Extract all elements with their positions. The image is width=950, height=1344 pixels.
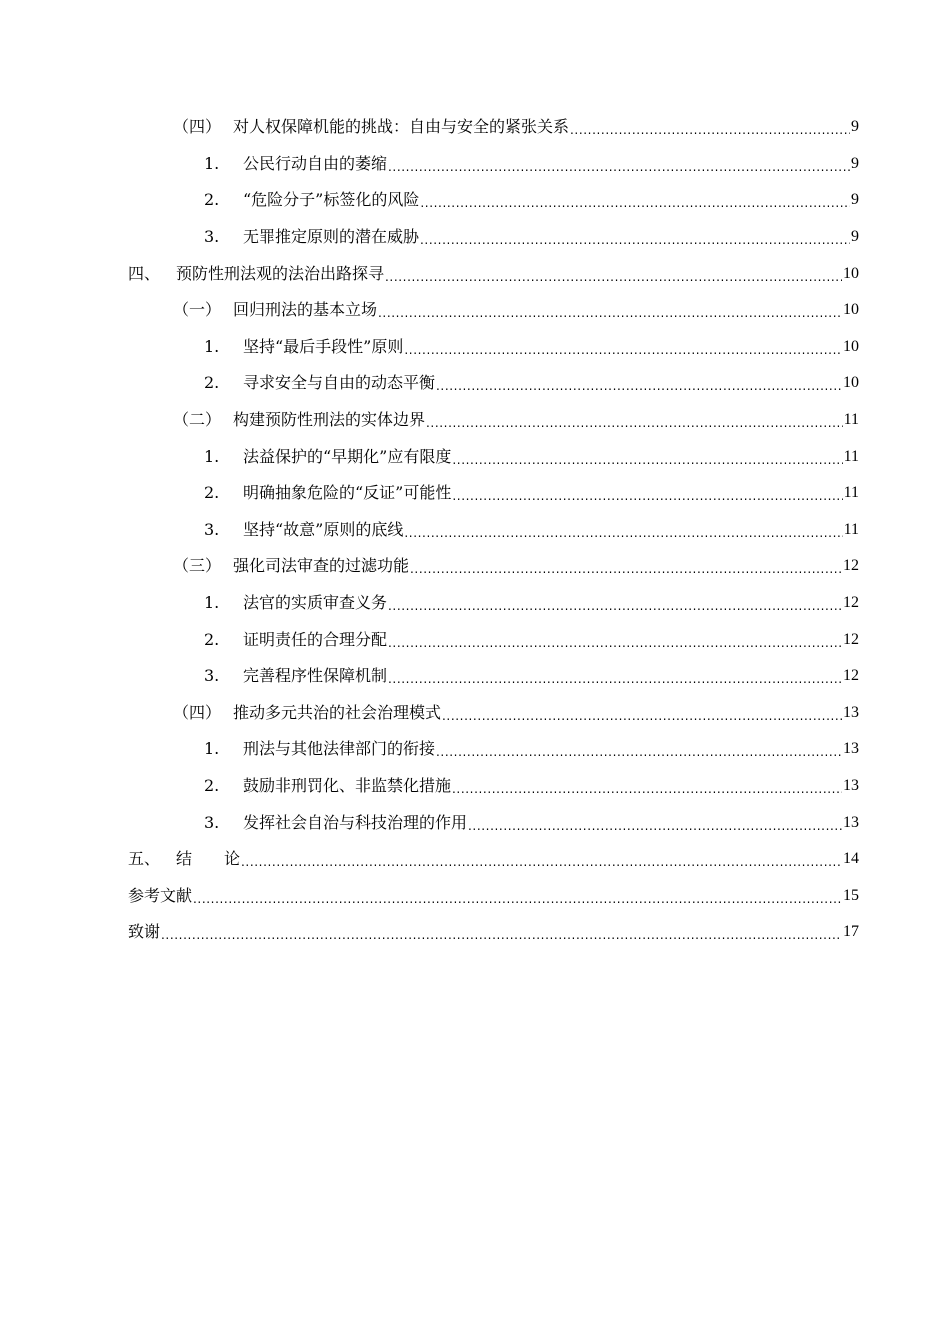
toc-entry-title: 鼓励非刑罚化、非监禁化措施 xyxy=(243,775,452,795)
toc-entry-title: 对人权保障机能的挑战：自由与安全的紧张关系 xyxy=(233,117,570,137)
toc-entry[interactable] xyxy=(0,182,950,219)
toc-leader-dots xyxy=(378,303,842,323)
toc-entry[interactable] xyxy=(0,475,950,512)
toc-entry-line xyxy=(173,402,859,439)
toc-entry-title: 坚持“故意”原则的底线 xyxy=(243,519,404,539)
toc-entry-number: 2. xyxy=(204,190,220,210)
toc-leader-dots xyxy=(436,742,842,762)
toc-page-number: 10 xyxy=(843,301,859,319)
toc-entry-line xyxy=(204,438,859,475)
toc-page-number: 11 xyxy=(843,484,859,502)
toc-entry-title: 法官的实质审查义务 xyxy=(243,593,388,613)
toc-entry[interactable] xyxy=(0,292,950,329)
toc-entry-number: 3. xyxy=(204,519,220,539)
toc-leader-dots xyxy=(468,816,842,836)
toc-entry[interactable] xyxy=(0,146,950,183)
toc-entry-line xyxy=(204,475,859,512)
toc-entry-number: 2. xyxy=(204,775,220,795)
toc-page-number: 13 xyxy=(843,703,859,721)
toc-entry-line xyxy=(204,768,859,805)
toc-page-number: 12 xyxy=(843,557,859,575)
toc-leader-dots xyxy=(404,340,842,360)
toc-entry-line xyxy=(204,621,859,658)
toc-leader-dots xyxy=(161,925,842,945)
toc-page-number: 11 xyxy=(843,520,859,538)
toc-entry[interactable] xyxy=(0,109,950,146)
toc-page-number: 14 xyxy=(843,850,859,868)
table-of-contents xyxy=(0,109,950,951)
toc-entry-number: （四） xyxy=(173,702,222,722)
toc-page-number: 10 xyxy=(843,337,859,355)
toc-entry-line xyxy=(204,365,859,402)
toc-page-number: 13 xyxy=(843,813,859,831)
toc-leader-dots xyxy=(385,267,842,287)
toc-entry-number: 1. xyxy=(204,739,220,759)
toc-entry-number: 3. xyxy=(204,227,220,247)
toc-entry[interactable] xyxy=(0,768,950,805)
toc-entry[interactable] xyxy=(0,804,950,841)
toc-entry[interactable] xyxy=(0,695,950,732)
toc-entry-line xyxy=(204,585,859,622)
toc-leader-dots xyxy=(452,486,842,506)
toc-entry-line xyxy=(204,731,859,768)
toc-page-number: 9 xyxy=(851,191,859,209)
toc-entry[interactable] xyxy=(0,255,950,292)
toc-entry[interactable] xyxy=(0,512,950,549)
toc-entry-title: 证明责任的合理分配 xyxy=(243,629,388,649)
toc-page-number: 15 xyxy=(843,886,859,904)
toc-entry[interactable] xyxy=(0,438,950,475)
toc-entry-title: 公民行动自由的萎缩 xyxy=(243,153,388,173)
toc-entry-line xyxy=(128,841,859,878)
toc-entry-number: 五、 xyxy=(128,849,161,869)
toc-entry[interactable] xyxy=(0,548,950,585)
toc-entry-title: 推动多元共治的社会治理模式 xyxy=(233,702,442,722)
toc-entry[interactable] xyxy=(0,731,950,768)
toc-entry-title: 发挥社会自治与科技治理的作用 xyxy=(243,812,468,832)
toc-entry-number: 2. xyxy=(204,483,220,503)
toc-entry-number: 1. xyxy=(204,336,220,356)
toc-page-number: 12 xyxy=(843,667,859,685)
toc-entry-number: 3. xyxy=(204,666,220,686)
toc-entry-line xyxy=(173,548,859,585)
toc-entry-line xyxy=(204,658,859,695)
toc-leader-dots xyxy=(570,120,850,140)
toc-entry-number: （一） xyxy=(173,300,222,320)
toc-entry[interactable] xyxy=(0,841,950,878)
toc-entry[interactable] xyxy=(0,402,950,439)
toc-entry-title: 刑法与其他法律部门的衔接 xyxy=(243,739,436,759)
toc-entry-line xyxy=(204,182,859,219)
toc-entry-line xyxy=(173,109,859,146)
toc-page-number: 9 xyxy=(851,118,859,136)
toc-page-number: 9 xyxy=(851,228,859,246)
toc-leader-dots xyxy=(193,889,842,909)
toc-entry-title: 无罪推定原则的潜在威胁 xyxy=(243,227,420,247)
toc-page-number: 10 xyxy=(843,374,859,392)
toc-leader-dots xyxy=(241,852,842,872)
toc-entry-line xyxy=(128,877,859,914)
toc-entry[interactable] xyxy=(0,658,950,695)
toc-entry-title: 法益保护的“早期化”应有限度 xyxy=(243,446,452,466)
toc-entry-title: 坚持“最后手段性”原则 xyxy=(243,336,404,356)
toc-entry-line xyxy=(128,255,859,292)
toc-entry-number: （四） xyxy=(173,117,222,137)
toc-entry-title: 预防性刑法观的法治出路探寻 xyxy=(176,263,385,283)
toc-entry-title: 结 论 xyxy=(176,849,241,869)
toc-entry-line xyxy=(204,804,859,841)
toc-entry[interactable] xyxy=(0,914,950,951)
toc-entry-number: 1. xyxy=(204,593,220,613)
toc-leader-dots xyxy=(410,559,842,579)
toc-entry-line xyxy=(204,329,859,366)
toc-entry-number: 1. xyxy=(204,153,220,173)
toc-entry-title: 构建预防性刑法的实体边界 xyxy=(233,410,426,430)
toc-leader-dots xyxy=(388,596,842,616)
toc-entry-title: 明确抽象危险的“反证”可能性 xyxy=(243,483,452,503)
toc-page-number: 13 xyxy=(843,740,859,758)
toc-leader-dots xyxy=(452,779,842,799)
toc-page-number: 11 xyxy=(843,447,859,465)
toc-leader-dots xyxy=(388,157,850,177)
toc-page-number: 12 xyxy=(843,630,859,648)
toc-entry-line xyxy=(204,146,859,183)
toc-page-number: 12 xyxy=(843,594,859,612)
toc-leader-dots xyxy=(420,193,850,213)
toc-entry-title: 致谢 xyxy=(128,922,161,942)
toc-page-number: 10 xyxy=(843,264,859,282)
toc-entry[interactable] xyxy=(0,365,950,402)
toc-entry-line xyxy=(173,292,859,329)
toc-page-number: 9 xyxy=(851,154,859,172)
toc-entry-number: （三） xyxy=(173,556,222,576)
toc-entry-number: 2. xyxy=(204,373,220,393)
toc-leader-dots xyxy=(452,450,842,470)
toc-entry-line xyxy=(128,914,859,951)
toc-entry-line xyxy=(173,695,859,732)
toc-entry[interactable] xyxy=(0,585,950,622)
toc-entry[interactable] xyxy=(0,877,950,914)
toc-entry-title: 参考文献 xyxy=(128,885,193,905)
toc-entry-title: 完善程序性保障机制 xyxy=(243,666,388,686)
toc-entry-line xyxy=(204,219,859,256)
toc-entry-number: 2. xyxy=(204,629,220,649)
toc-leader-dots xyxy=(404,523,842,543)
toc-page-number: 11 xyxy=(843,411,859,429)
toc-entry-number: 3. xyxy=(204,812,220,832)
toc-leader-dots xyxy=(420,230,850,250)
toc-entry-title: 寻求安全与自由的动态平衡 xyxy=(243,373,436,393)
toc-leader-dots xyxy=(388,633,842,653)
toc-leader-dots xyxy=(442,706,842,726)
toc-entry[interactable] xyxy=(0,621,950,658)
toc-entry-title: 回归刑法的基本立场 xyxy=(233,300,378,320)
toc-entry[interactable] xyxy=(0,329,950,366)
toc-page-number: 13 xyxy=(843,776,859,794)
toc-entry-number: （二） xyxy=(173,410,222,430)
toc-entry-number: 四、 xyxy=(128,263,161,283)
toc-entry[interactable] xyxy=(0,219,950,256)
toc-leader-dots xyxy=(388,669,842,689)
toc-entry-line xyxy=(204,512,859,549)
toc-page-number: 17 xyxy=(843,923,859,941)
toc-entry-title: “危险分子”标签化的风险 xyxy=(243,190,420,210)
toc-entry-number: 1. xyxy=(204,446,220,466)
toc-entry-title: 强化司法审查的过滤功能 xyxy=(233,556,410,576)
toc-leader-dots xyxy=(426,413,843,433)
toc-leader-dots xyxy=(436,376,842,396)
